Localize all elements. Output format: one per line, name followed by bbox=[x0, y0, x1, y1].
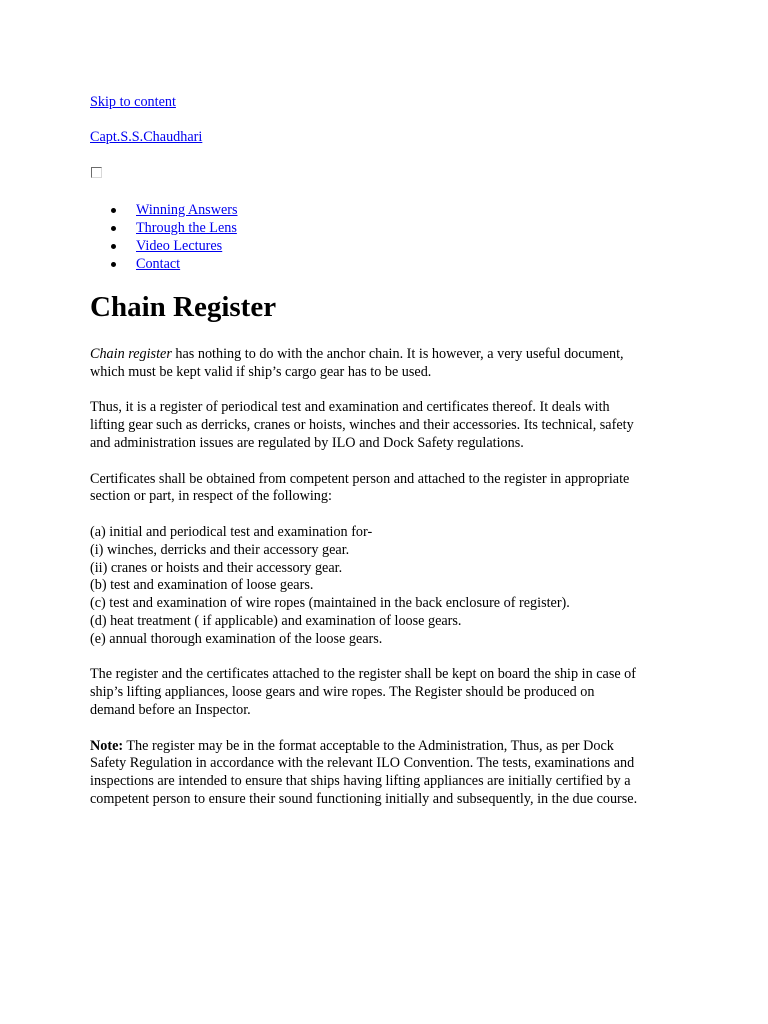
paragraph-intro bbox=[90, 346, 680, 382]
paragraph-line bbox=[90, 738, 680, 756]
bullet-icon bbox=[111, 244, 116, 249]
note-label: Note: bbox=[90, 737, 124, 754]
paragraph-line: and administration issues are regulated by ILO and Dock Safety regulations. bbox=[90, 434, 524, 451]
paragraph-text: has nothing to do with the anchor chain. It is however, a very useful document, bbox=[171, 346, 624, 362]
article-content bbox=[90, 346, 680, 827]
main-nav bbox=[90, 201, 238, 273]
paragraph-line: The register and the certificates attached to the register shall be kept on board the ship in case of bbox=[90, 666, 637, 683]
bullet-icon bbox=[111, 262, 116, 267]
page-title: Chain Register bbox=[90, 291, 277, 323]
paragraph-note bbox=[90, 738, 680, 809]
requirements-list bbox=[90, 524, 680, 649]
paragraph-line: Thus, it is a register of periodical test and examination and certificates thereof. It deals with bbox=[90, 399, 610, 416]
paragraph-line: section or part, in respect of the following: bbox=[90, 488, 332, 505]
paragraph-line: ship’s lifting appliances, loose gears and wire ropes. The Register should be produced on bbox=[90, 684, 595, 701]
paragraph-text: The register may be in the format acceptable to the Administration, Thus, as per Dock bbox=[123, 737, 614, 754]
nav-link-winning-answers[interactable]: Winning Answers bbox=[136, 202, 238, 218]
list-item: (a) initial and periodical test and examination for- bbox=[90, 523, 373, 540]
paragraph-certificates bbox=[90, 471, 680, 507]
nav-item-contact bbox=[136, 255, 238, 273]
bullet-icon bbox=[111, 208, 116, 213]
paragraph-line: Safety Regulation in accordance with the relevant ILO Convention. The tests, examinations and bbox=[90, 755, 635, 772]
list-item: (i) winches, derricks and their accessory gear. bbox=[90, 541, 350, 558]
paragraph-line: demand before an Inspector. bbox=[90, 701, 251, 718]
paragraph-line: inspections are intended to ensure that ships having lifting appliances are initially certified by a bbox=[90, 773, 631, 790]
menu-toggle-checkbox[interactable] bbox=[91, 167, 102, 178]
list-item: (d) heat treatment ( if applicable) and examination of loose gears. bbox=[90, 612, 462, 629]
nav-link-contact[interactable]: Contact bbox=[136, 256, 181, 272]
list-item: (ii) cranes or hoists and their accessory gear. bbox=[90, 559, 343, 576]
skip-to-content-link[interactable]: Skip to content bbox=[90, 94, 176, 110]
bullet-icon bbox=[111, 226, 116, 231]
list-item: (b) test and examination of loose gears. bbox=[90, 577, 314, 594]
nav-link-through-the-lens[interactable]: Through the Lens bbox=[136, 220, 237, 236]
paragraph-line: Certificates shall be obtained from competent person and attached to the register in appropriate bbox=[90, 470, 630, 487]
paragraph-line bbox=[90, 346, 680, 364]
paragraph-onboard bbox=[90, 666, 680, 719]
nav-item-through-the-lens bbox=[136, 219, 238, 237]
chain-register-emphasis: Chain register bbox=[90, 346, 172, 362]
paragraph-scope bbox=[90, 399, 680, 452]
paragraph-line: lifting gear such as derricks, cranes or hoists, winches and their accessories. Its technical, safety bbox=[90, 417, 634, 434]
nav-link-video-lectures[interactable]: Video Lectures bbox=[136, 238, 223, 254]
list-item: (e) annual thorough examination of the loose gears. bbox=[90, 630, 383, 647]
paragraph-line: which must be kept valid if ship’s cargo gear has to be used. bbox=[90, 363, 432, 380]
paragraph-line: competent person to ensure their sound functioning initially and subsequently, in the due course. bbox=[90, 790, 638, 807]
nav-item-video-lectures bbox=[136, 237, 238, 255]
site-title-link[interactable]: Capt.S.S.Chaudhari bbox=[90, 129, 203, 145]
nav-item-winning-answers bbox=[136, 201, 238, 219]
list-item: (c) test and examination of wire ropes (maintained in the back enclosure of register). bbox=[90, 595, 570, 612]
